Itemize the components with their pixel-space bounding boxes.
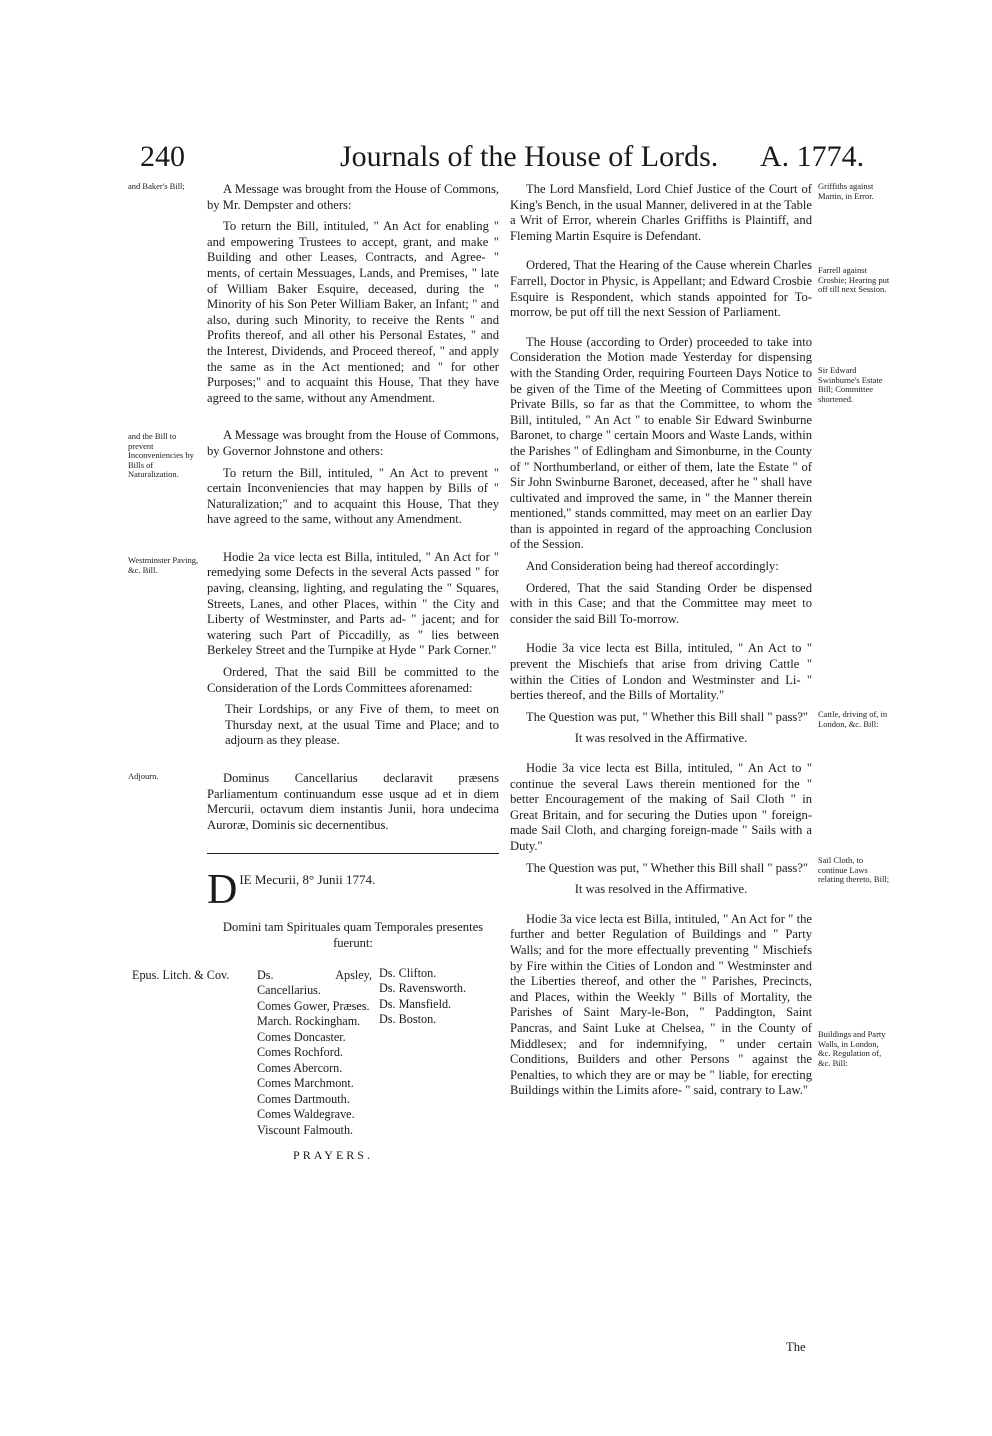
paragraph: A Message was brought from the House of Commons, by Governor Johnstone and others:	[207, 428, 499, 458]
margin-note-buildings: Buildings and Party Walls, in London, &c. Regulation of, &c. Bill:	[818, 1029, 886, 1068]
page-number: 240	[140, 140, 185, 173]
attendance-column-2	[379, 966, 489, 1028]
margin-note-westminster: Westminster Paving, &c. Bill.	[128, 555, 199, 575]
paragraph: Hodie 2a vice lecta est Billa, intituled, " An Act for " remedying some Defects in the several Acts passed " for paving, cleansing, lighting, and regulating the " Squares, Streets, Lanes, and other Places, within " the City and Liberty of Westminster, and Parts ad- " jacent; and for watering such Part of Piccadilly, as " lies between Berkeley Street and the Turnpike at Hyde " Park Corner."	[207, 549, 499, 658]
page-title: Journals of the House of Lords.	[340, 140, 719, 173]
list-item: Comes Gower, Præses.	[257, 998, 370, 1013]
paragraph: Hodie 3a vice lecta est Billa, intituled, " An Act to " prevent the Mischiefs that arise from driving Cattle " within the Cities of London and Westminster and Li- " berties thereof, and the Bills of Mortality."	[510, 641, 812, 703]
margin-note-griffiths: Griffiths against Martin, in Error.	[818, 181, 874, 201]
list-item: Ds. Boston.	[379, 1012, 437, 1027]
list-item: Ds. Apsley, Cancellarius.	[257, 967, 372, 998]
right-column	[510, 182, 812, 1105]
margin-note-baker: and Baker's Bill;	[128, 181, 185, 191]
paragraph: A Message was brought from the House of Commons, by Mr. Dempster and others:	[207, 182, 499, 212]
list-item: Comes Doncaster.	[257, 1029, 346, 1044]
paragraph: It was resolved in the Affirmative.	[574, 882, 748, 897]
paragraph: And Consideration being had thereof accordingly:	[526, 559, 779, 574]
list-item: March. Rockingham.	[257, 1014, 361, 1029]
list-item: Comes Waldegrave.	[257, 1107, 355, 1122]
catchword: The	[786, 1340, 806, 1354]
drop-cap: D	[207, 867, 238, 914]
list-item: Comes Dartmouth.	[257, 1091, 350, 1106]
paragraph: The Question was put, " Whether this Bill shall " pass?"	[526, 709, 809, 724]
paragraph: To return the Bill, intituled, " An Act to prevent " certain Inconveniencies that may happen by Bills of " Naturalization;" and to acquaint this House, That they have agreed to the same, without any Amendment.	[207, 465, 499, 527]
margin-note-cattle: Cattle, driving of, in London, &c. Bill:	[818, 709, 888, 729]
attendance-column-1	[257, 968, 372, 1139]
paragraph: Ordered, That the Hearing of the Cause wherein Charles Farrell, Doctor in Physic, is Appellant; and Edward Crosbie Esquire is Respondent, which stands appointed for To-morrow, be put off till the next Session of Parliament.	[510, 258, 812, 320]
list-item: Ds. Ravensworth.	[379, 981, 466, 996]
attendance-list	[132, 958, 499, 1138]
margin-note-sailcloth: Sail Cloth, to continue Laws relating thereto, Bill;	[818, 855, 890, 884]
list-item: Ds. Clifton.	[379, 965, 437, 980]
paragraph: Ordered, That the said Standing Order be dispensed with in this Case; and that the Committee may meet to consider the said Bill To-morrow.	[510, 580, 812, 626]
paragraph: The Lord Mansfield, Lord Chief Justice of the Court of King's Bench, in the usual Manner, delivered in at the Table a Writ of Error, wherein Charles Griffiths is Plaintiff, and Fleming Martin Esquire is Defendant.	[510, 182, 812, 243]
paragraph: The Question was put, " Whether this Bill shall " pass?"	[526, 860, 809, 875]
margin-note-naturalization: and the Bill to prevent Inconveniencies by Bills of Naturalization.	[128, 431, 194, 479]
margin-note-swinburne: Sir Edward Swinburne's Estate Bill; Committee shortened.	[818, 365, 883, 404]
list-item: Comes Abercorn.	[257, 1060, 343, 1075]
paragraph: Their Lordships, or any Five of them, to meet on Thursday next, at the usual Time and Place; and to adjourn as they please.	[225, 702, 499, 748]
page-year: A. 1774.	[760, 140, 865, 173]
paragraph: To return the Bill, intituled, " An Act for enabling " and empowering Trustees to accept, grant, and make " Building and other Leases, Contracts, and Agree- " ments, of certain Messuages, Lands, and Premises, " late of William Baker Esquire, deceased, during the " Minority of his Son Peter William Baker, an Infant; " and also, during such Minority, to receive the Rents " and Profits thereof, and all other his Personal Estates, " and the Interest, Dividends, and Proceed thereof, " and apply the same as in the Act mentioned; and " for other Purposes;" and to acquaint this House, That they have agreed to the same, without any Amendment.	[207, 219, 499, 405]
list-item: Ds. Mansfield.	[379, 996, 452, 1011]
attendance-heading: Domini tam Spirituales quam Temporales presentes fuerunt:	[222, 920, 484, 950]
paragraph: Hodie 3a vice lecta est Billa, intituled, " An Act for " the further and better Regulation of Buildings and " Party Walls; and for the more effectually preventing " Mischiefs by Fire within the Cities of London and " Westminster and the Liberties thereof, and other the " Parishes, Precincts, and Places, within the Weekly " Bills of Mortality, the Parishes of Saint Mary-le-Bon, " Paddington, Saint Pancras, and Saint Luke at Chelsea, " in the County of Middlesex; and for indemnifying, " under certain Conditions, Builders and other Persons " against the Penalties, to which they are or may be " liable, for erecting Buildings within the Limits afore- " said, contrary to Law."	[510, 911, 812, 1098]
prayers-heading: PRAYERS.	[293, 1147, 373, 1162]
paragraph: Dominus Cancellarius declaravit præsens Parliamentum continuandum esse usque ad et in diem Mercurii, octavum diem instantis Junii, hora undecima Auroræ, Dominis sic decernentibus.	[207, 771, 499, 832]
margin-note-farrell: Farrell against Crosbie; Hearing put off till next Session.	[818, 265, 890, 294]
paragraph: The House (according to Order) proceeded to take into Consideration the Motion made Yesterday for dispensing with the Standing Order, requiring Fourteen Days Notice to be given of the Time of the Meeting of Committees upon Private Bills, so far as that the Committee, to whom the Bill, intituled, " An Act " to enable Sir Edward Swinburne Baronet, to charge " certain Moors and Waste Lands, within the Parishes " of Edlingham and Simonburne, in the County of " Northumberland, or either of them, late the Estate " of Sir John Swinburne Baronet, deceased, after he " shall have cultivated and improved the same, in " the Manner therein mentioned," stands committed, may meet on an earlier Day than is appointed in regard of the approaching Conclusion of the Session.	[510, 334, 812, 552]
paragraph: It was resolved in the Affirmative.	[574, 731, 748, 746]
section-divider	[207, 853, 499, 854]
attendance-bishop: Epus. Litch. & Cov.	[132, 967, 230, 982]
paragraph: Ordered, That the said Bill be committed to the Consideration of the Lords Committees aforenamed:	[207, 665, 499, 695]
sitting-date-text: IE Mecurii, 8° Junii 1774.	[239, 872, 376, 888]
margin-note-adjourn: Adjourn.	[128, 771, 159, 781]
list-item: Comes Marchmont.	[257, 1076, 354, 1091]
paragraph: Hodie 3a vice lecta est Billa, intituled, " An Act to " continue the several Laws therein mentioned for the " better Encouragement of the making of Sail Cloth " in Great Britain, and for securing the Duties upon " foreign-made Sail Cloth, and charging foreign-made " Sails with a Duty."	[510, 761, 812, 853]
list-item: Viscount Falmouth.	[257, 1122, 354, 1137]
sitting-date	[207, 867, 499, 914]
list-item: Comes Rochford.	[257, 1045, 343, 1060]
